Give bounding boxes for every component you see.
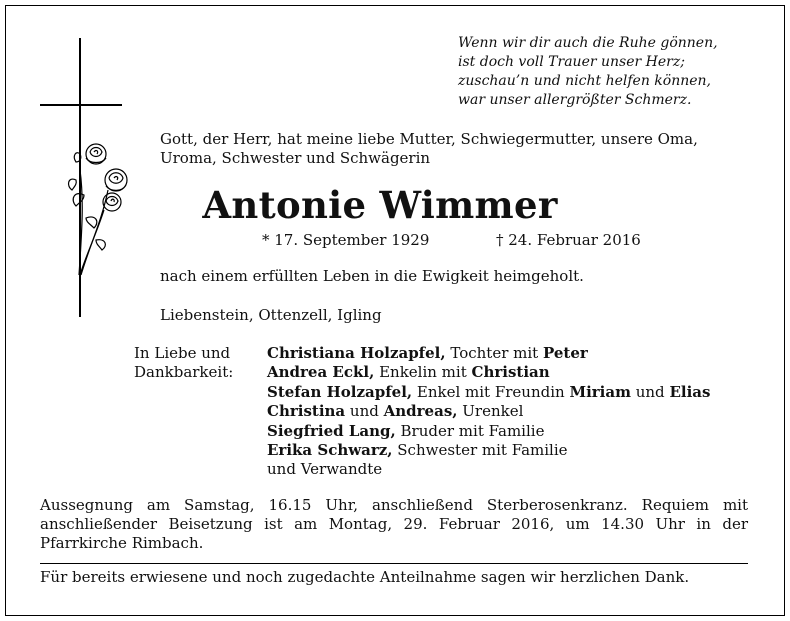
mourners-label-line: In Liebe und — [134, 344, 231, 362]
mourner-relation: Tochter mit — [445, 344, 543, 362]
service-line: Pfarrkirche Rimbach. — [40, 534, 204, 552]
places-text: Liebenstein, Ottenzell, Igling — [160, 306, 382, 324]
mourner-entry — [267, 402, 767, 421]
service-line: Aussegnung am Samstag, 16.15 Uhr, anschließend Sterberosenkranz. Requiem mit — [40, 496, 748, 514]
mourner-relation: Enkel mit Freundin — [412, 382, 570, 401]
mourner-name: Miriam — [569, 382, 631, 401]
divider — [40, 563, 748, 564]
mourner-entry — [267, 422, 767, 441]
service-info — [40, 496, 748, 553]
poem-line: Wenn wir dir auch die Ruhe gönnen, — [458, 35, 718, 51]
mourner-name: Stefan Holzapfel, — [267, 382, 413, 401]
mourner-name: Andreas, — [383, 402, 458, 421]
mourners-label-line: Dankbarkeit: — [134, 363, 234, 381]
mourner-name: Christian — [471, 363, 550, 382]
mourner-relation: und Verwandte — [267, 460, 383, 479]
mourner-name: Christiana Holzapfel, — [267, 344, 446, 362]
mourner-relation: Bruder mit Familie — [395, 421, 545, 440]
mourner-entry — [267, 344, 767, 363]
mourners-list — [267, 344, 767, 480]
mourner-name: Elias — [669, 382, 711, 401]
thanks-text: Für bereits erwiesene und noch zugedachte Anteilnahme sagen wir herzlichen Dank. — [40, 568, 690, 586]
mourner-name: Peter — [542, 344, 588, 362]
roses-icon — [66, 140, 146, 285]
mourner-entry — [267, 441, 767, 460]
mourner-relation: Urenkel — [457, 402, 524, 421]
mourner-name: Siegfried Lang, — [267, 421, 396, 440]
mourner-relation: und — [630, 382, 670, 401]
poem-line: war unser allergrößter Schmerz. — [458, 92, 692, 108]
poem-line: zuschau’n und nicht helfen können, — [458, 73, 711, 89]
deceased-name: Antonie Wimmer — [202, 183, 558, 227]
mourner-entry — [267, 383, 767, 402]
intro-line: Uroma, Schwester und Schwägerin — [160, 149, 431, 167]
mourner-relation: und — [345, 402, 384, 421]
mourner-relation: Enkelin mit — [374, 363, 472, 382]
cross-bar — [40, 104, 122, 106]
mourner-entry — [267, 363, 767, 382]
intro-text — [160, 130, 760, 168]
mourner-entry — [267, 460, 767, 479]
mourner-name: Erika Schwarz, — [267, 441, 393, 460]
death-date: † 24. Februar 2016 — [496, 231, 641, 249]
phrase-text: nach einem erfüllten Leben in die Ewigkeit heimgeholt. — [160, 267, 584, 285]
birth-date: * 17. September 1929 — [262, 231, 430, 249]
poem-line: ist doch voll Trauer unser Herz; — [458, 54, 685, 70]
mourner-name: Andrea Eckl, — [267, 363, 375, 382]
mourner-name: Christina — [267, 402, 346, 421]
mourner-relation: Schwester mit Familie — [392, 441, 568, 460]
mourners-label — [134, 344, 264, 382]
poem — [458, 34, 758, 110]
intro-line: Gott, der Herr, hat meine liebe Mutter, Schwiegermutter, unsere Oma, — [160, 130, 698, 148]
service-line: anschließender Beisetzung ist am Montag, 29. Februar 2016, um 14.30 Uhr in der — [40, 515, 748, 533]
